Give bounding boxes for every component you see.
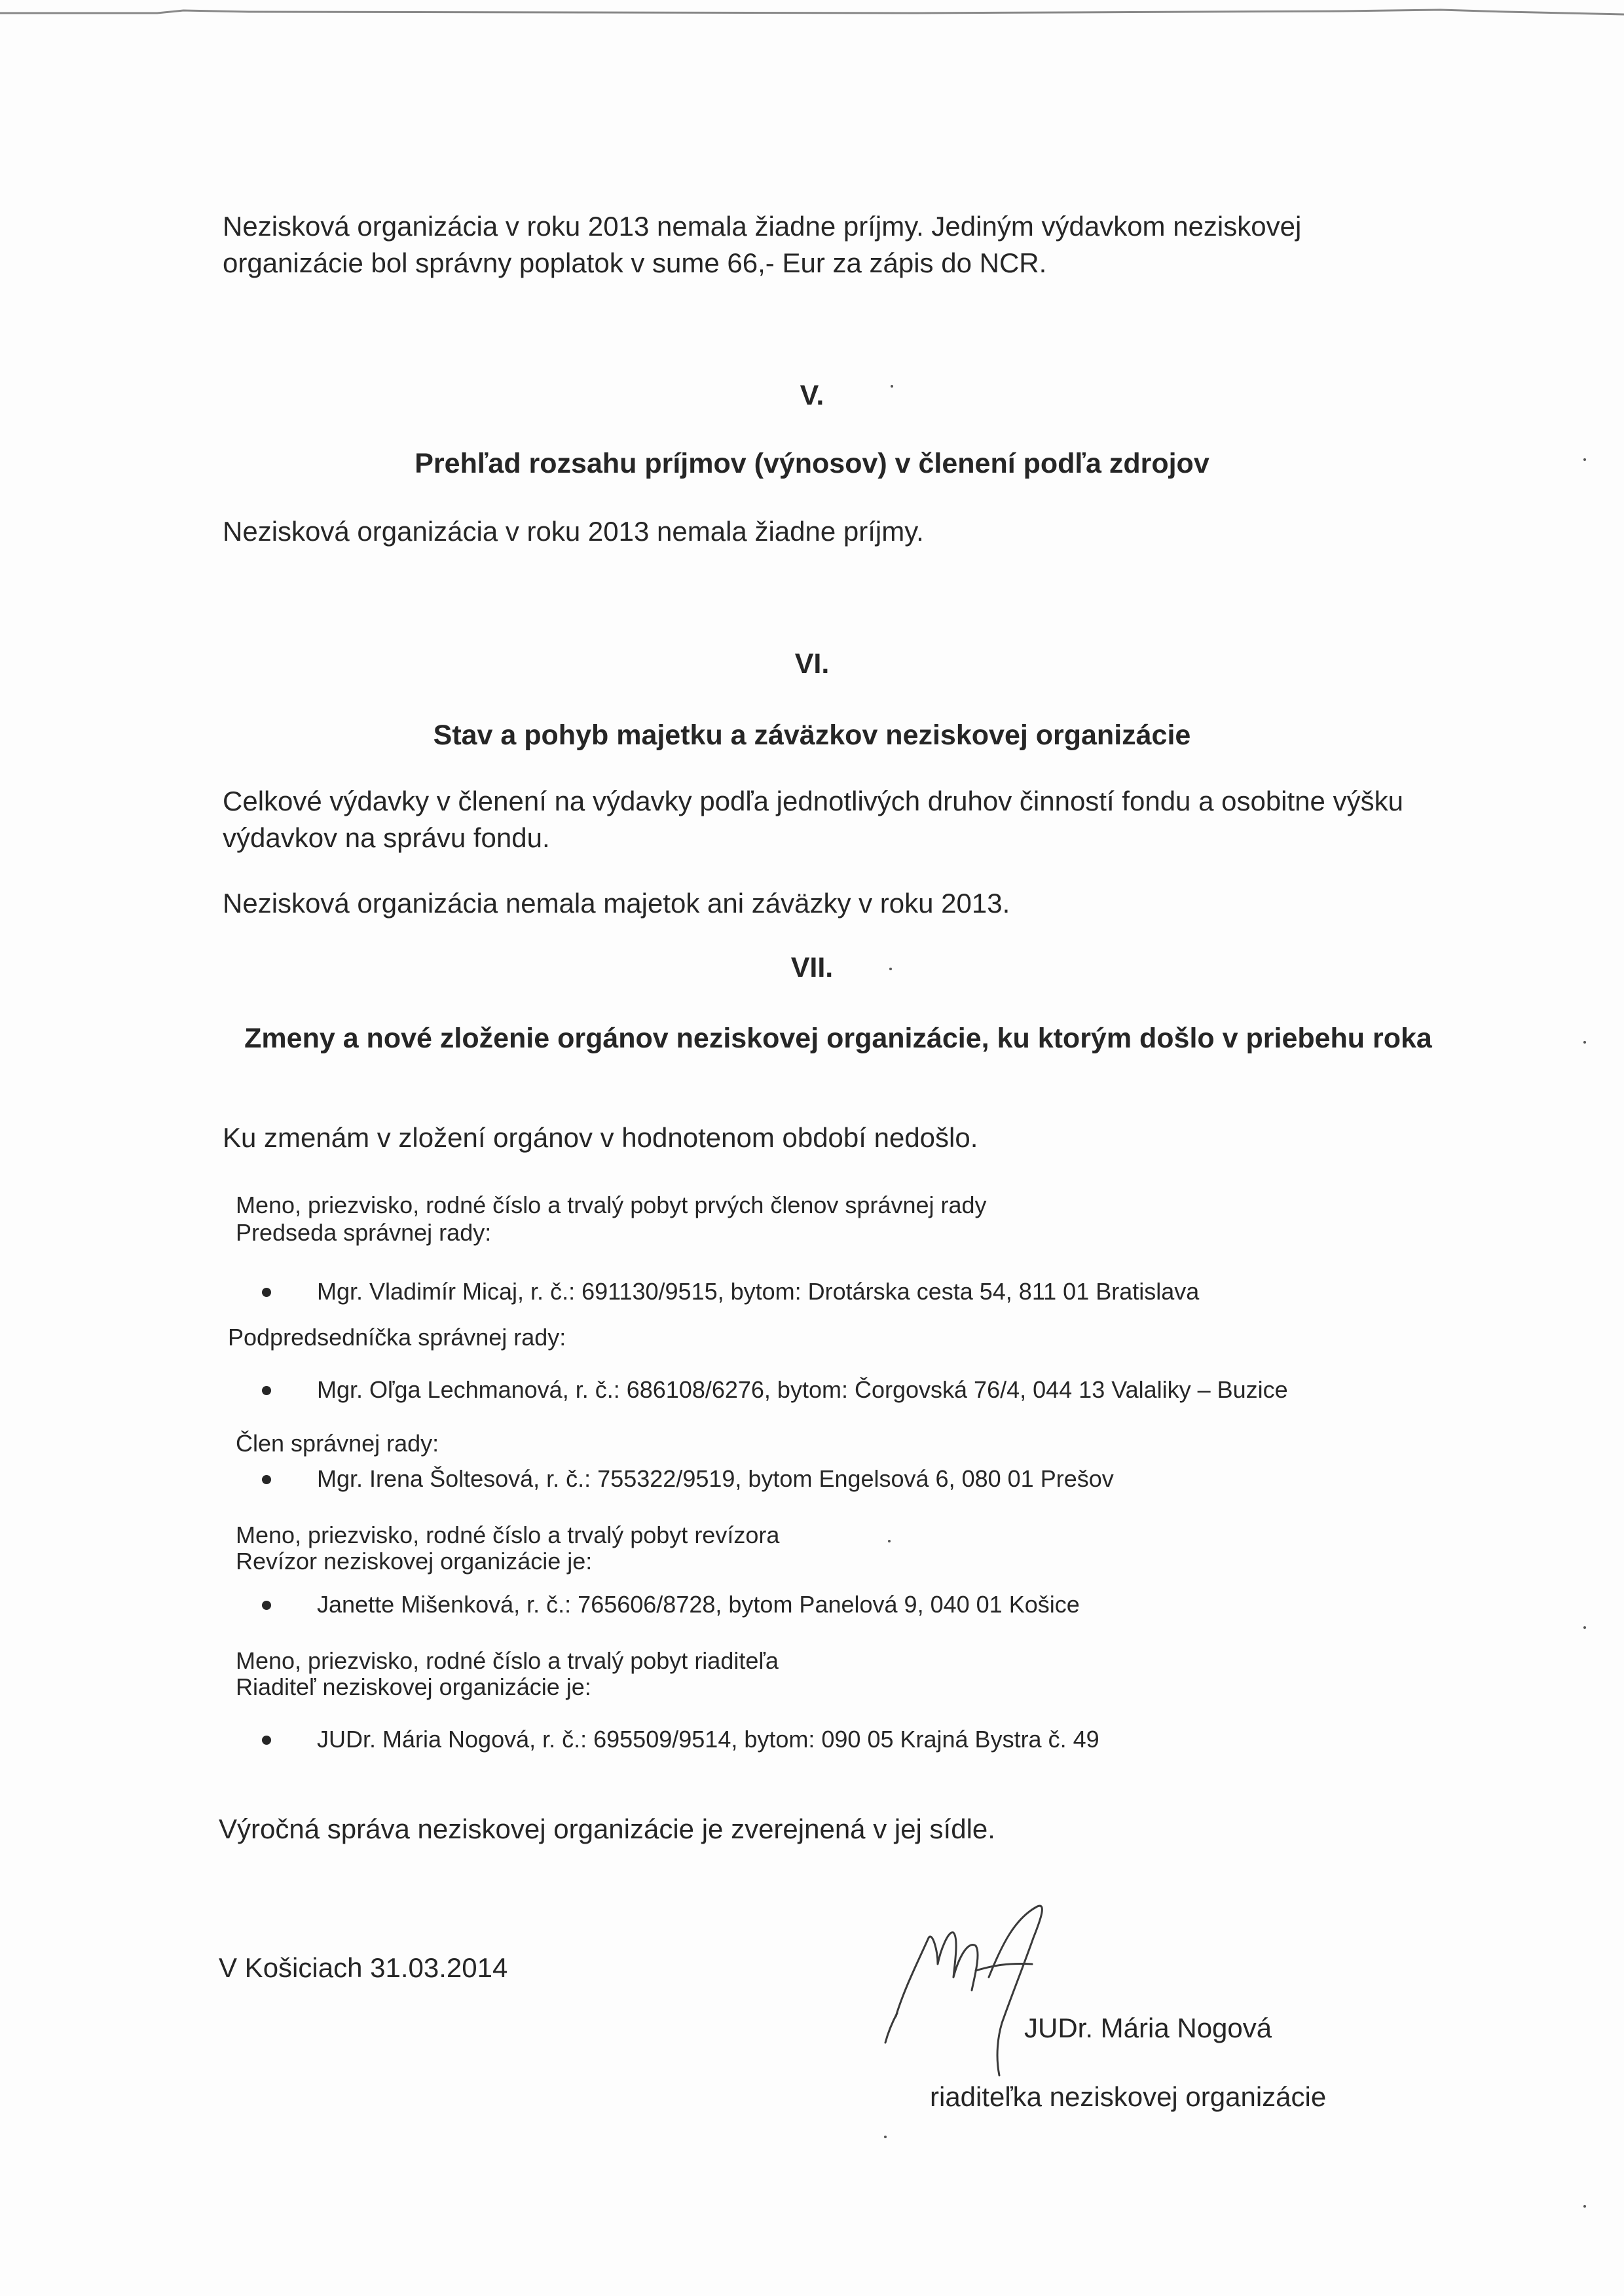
scan-speck (1583, 2205, 1586, 2208)
scan-speck (1583, 1041, 1586, 1044)
section-vi-text-1: Celkové výdavky v členení na výdavky podľa jednotlivých druhov činností fondu a osobitne výšku výdavkov na správu fondu. (223, 786, 1403, 853)
board-vice-label: Podpredsedníčka správnej rady: (228, 1324, 566, 1351)
section-vii-text: Ku zmenám v zložení orgánov v hodnotenom období nedošlo. (223, 1122, 978, 1153)
section-v-number: V. (800, 380, 824, 411)
board-member: Mgr. Irena Šoltesová, r. č.: 755322/9519, bytom Engelsová 6, 080 01 Prešov (317, 1465, 1114, 1492)
scan-speck (889, 968, 892, 970)
auditor-intro: Meno, priezvisko, rodné číslo a trvalý pobyt revízora (236, 1522, 780, 1548)
director-intro: Meno, priezvisko, rodné číslo a trvalý pobyt riaditeľa (236, 1647, 779, 1674)
signatory-title: riaditeľka neziskovej organizácie (930, 2081, 1327, 2112)
section-vi-number: VI. (794, 648, 830, 680)
signature-image (877, 1892, 1087, 2082)
director-person: JUDr. Mária Nogová, r. č.: 695509/9514, bytom: 090 05 Krajná Bystra č. 49 (317, 1726, 1099, 1753)
bullet-icon (262, 1288, 271, 1297)
scan-speck (891, 385, 893, 388)
bullet-icon (262, 1386, 271, 1395)
publication-note: Výročná správa neziskovej organizácie je zverejnená v jej sídle. (219, 1813, 995, 1844)
board-intro: Meno, priezvisko, rodné číslo a trvalý pobyt prvých členov správnej rady (236, 1192, 987, 1218)
intro-paragraph: Nezisková organizácia v roku 2013 nemala žiadne príjmy. Jediným výdavkom neziskovej organizácie bol správny poplatok v sume 66,- Eur za zápis do NCR. (223, 211, 1302, 278)
scan-speck (1583, 1626, 1586, 1629)
board-member-label: Člen správnej rady: (236, 1430, 439, 1457)
section-vii-heading: Zmeny a nové zloženie orgánov neziskovej organizácie, ku ktorým došlo v priebehu roka (244, 1023, 1432, 1054)
bullet-icon (262, 1736, 271, 1745)
board-chair-label: Predseda správnej rady: (236, 1219, 492, 1246)
board-chair: Mgr. Vladimír Micaj, r. č.: 691130/9515, bytom: Drotárska cesta 54, 811 01 Bratislava (317, 1278, 1200, 1305)
board-vice: Mgr. Oľga Lechmanová, r. č.: 686108/6276, bytom: Čorgovská 76/4, 044 13 Valaliky – Buzice (317, 1376, 1288, 1403)
section-vi-heading: Stav a pohyb majetku a záväzkov neziskovej organizácie (433, 720, 1191, 751)
bullet-icon (262, 1601, 271, 1610)
scan-speck (884, 2136, 887, 2138)
section-vi-text-2: Nezisková organizácia nemala majetok ani záväzky v roku 2013. (223, 888, 1010, 919)
auditor-person: Janette Mišenková, r. č.: 765606/8728, bytom Panelová 9, 040 01 Košice (317, 1591, 1080, 1618)
place-date: V Košiciach 31.03.2014 (219, 1952, 508, 1983)
auditor-label: Revízor neziskovej organizácie je: (236, 1548, 593, 1575)
bullet-icon (262, 1475, 271, 1484)
section-v-heading: Prehľad rozsahu príjmov (výnosov) v členení podľa zdrojov (415, 448, 1209, 479)
signatory-name: JUDr. Mária Nogová (1024, 2013, 1272, 2043)
section-v-text: Nezisková organizácia v roku 2013 nemala žiadne príjmy. (223, 516, 924, 547)
scan-edge-line (0, 4, 1624, 18)
scan-speck (1583, 458, 1586, 461)
section-vii-number: VII. (790, 952, 834, 983)
director-label: Riaditeľ neziskovej organizácie je: (236, 1673, 591, 1700)
scan-speck (888, 1540, 891, 1542)
